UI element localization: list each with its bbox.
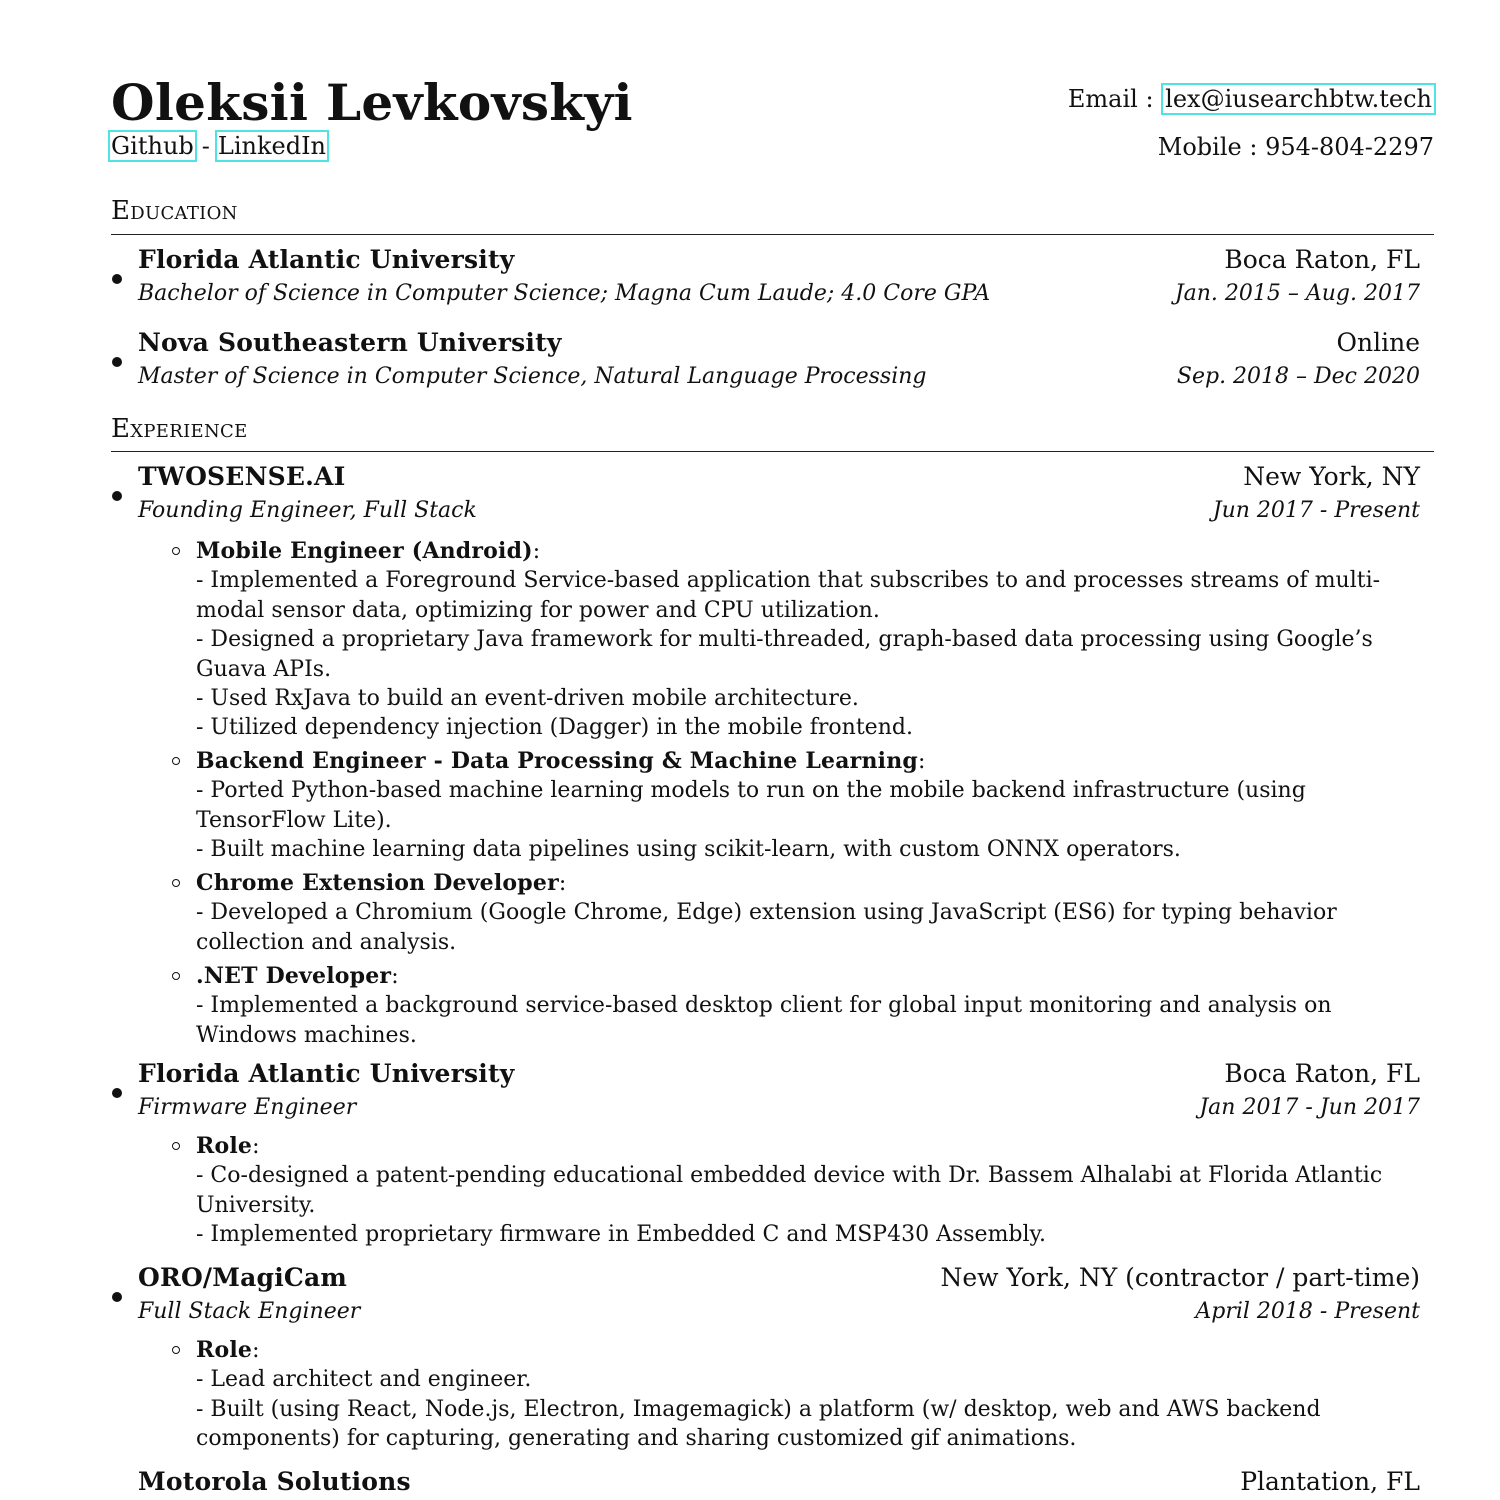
school-location: Boca Raton, FL: [1224, 245, 1420, 274]
role-block: Role: - Co-designed a patent-pending educational embedded device with Dr. Bassem Alhalabi at Florida Atlantic University. - Implemented proprietary firmware in Embedded C and MSP430 Assembly.: [196, 1132, 1436, 1250]
sub-bullet-circle: [172, 547, 180, 555]
role-block: Role: - Lead architect and engineer. - Built (using React, Node.js, Electron, Imagemagick) a platform (w/ desktop, web and AWS backend components) for capturing, generating and sharing customized gif animations.: [196, 1336, 1436, 1454]
job-entry: [138, 1059, 1420, 1129]
role-block: .NET Developer: - Implemented a background service-based desktop client for global input monitoring and analysis on Windows machines.: [196, 962, 1436, 1050]
role-bullet: - Used RxJava to build an event-driven mobile architecture.: [196, 686, 859, 712]
job-entry: [138, 1467, 1420, 1500]
role-bullet: - Ported Python-based machine learning models to run on the mobile backend infrastructure (using TensorFlow Lite).: [196, 778, 1306, 833]
contact-mobile: [1158, 132, 1434, 162]
job-dates: April 2018 - Present: [1195, 1299, 1420, 1324]
role-title: Role: [196, 1133, 253, 1159]
role-title: Role: [196, 1337, 253, 1363]
role-block: Chrome Extension Developer: - Developed a Chromium (Google Chrome, Edge) extension using JavaScript (ES6) for typing behavior collection and analysis.: [196, 869, 1436, 957]
job-entry: [138, 462, 1420, 532]
education-divider: [111, 234, 1434, 235]
role-title: Chrome Extension Developer: [196, 870, 559, 896]
degree: Master of Science in Computer Science, Natural Language Processing: [138, 364, 927, 389]
job-title: Firmware Engineer: [138, 1095, 357, 1120]
email-link[interactable]: lex@iusearchbtw.tech: [1161, 83, 1436, 115]
profile-links: [108, 131, 329, 161]
bullet-dot: [112, 357, 122, 367]
bullet-dot: [112, 491, 122, 501]
education-entry: [138, 245, 1420, 315]
experience-divider: [111, 451, 1434, 452]
bullet-dot: [112, 1088, 122, 1098]
github-link[interactable]: Github: [108, 130, 197, 162]
email-label: Email :: [1067, 85, 1154, 113]
school-location: Online: [1336, 328, 1420, 357]
job-location: Plantation, FL: [1240, 1467, 1420, 1496]
education-heading: Education: [111, 196, 238, 226]
company-name: TWOSENSE.AI: [138, 462, 346, 491]
contact-email: [1068, 84, 1436, 114]
sub-bullet-circle: [172, 1346, 180, 1354]
job-location: New York, NY: [1243, 462, 1420, 491]
job-location: New York, NY (contractor / part-time): [940, 1263, 1420, 1292]
role-bullet: - Implemented a background service-based desktop client for global input monitoring and analysis on Windows machines.: [196, 993, 1332, 1048]
job-dates: Jan 2017 - Jun 2017: [1199, 1095, 1420, 1120]
role-bullet: - Utilized dependency injection (Dagger) in the mobile frontend.: [196, 715, 913, 741]
role-title: .NET Developer: [196, 963, 392, 989]
role-block: Mobile Engineer (Android): - Implemented a Foreground Service-based application that subscribes to and processes streams of multi-modal sensor data, optimizing for power and CPU utilization. - Designed a proprietary Java framework for multi-threaded, graph-based data processing using Google’s Guava APIs. - Used RxJava to build an event-driven mobile architecture. - Utilized dependency injection (Dagger) in the mobile frontend.: [196, 537, 1436, 743]
linkedin-link[interactable]: LinkedIn: [215, 130, 329, 162]
sub-bullet-circle: [172, 879, 180, 887]
candidate-name: Oleksii Levkovskyi: [111, 73, 633, 132]
role-bullet: - Implemented proprietary firmware in Embedded C and MSP430 Assembly.: [196, 1222, 1047, 1248]
role-bullet: - Developed a Chromium (Google Chrome, Edge) extension using JavaScript (ES6) for typing behavior collection and analysis.: [196, 900, 1337, 955]
bullet-dot: [112, 1292, 122, 1302]
bullet-dot: [112, 274, 122, 284]
role-title: Backend Engineer - Data Processing & Machine Learning: [196, 748, 919, 774]
school-name: Florida Atlantic University: [138, 245, 515, 274]
sub-bullet-circle: [172, 1142, 180, 1150]
job-title: Full Stack Engineer: [138, 1299, 361, 1324]
role-bullet: - Lead architect and engineer.: [196, 1367, 532, 1393]
education-dates: Jan. 2015 – Aug. 2017: [1174, 281, 1420, 306]
experience-heading: Experience: [111, 414, 248, 444]
link-separator: -: [201, 132, 210, 160]
role-title: Mobile Engineer (Android): [196, 538, 533, 564]
mobile-number: 954-804-2297: [1265, 133, 1434, 161]
company-name: Florida Atlantic University: [138, 1059, 515, 1088]
company-name: ORO/MagiCam: [138, 1263, 348, 1292]
degree: Bachelor of Science in Computer Science; Magna Cum Laude; 4.0 Core GPA: [138, 281, 991, 306]
role-block: Backend Engineer - Data Processing & Machine Learning: - Ported Python-based machine learning models to run on the mobile backend infrastructure (using TensorFlow Lite). - Built machine learning data pipelines using scikit-learn, with custom ONNX operators.: [196, 747, 1436, 865]
sub-bullet-circle: [172, 972, 180, 980]
role-bullet: - Built machine learning data pipelines using scikit-learn, with custom ONNX operators.: [196, 837, 1181, 863]
role-bullet: - Co-designed a patent-pending educational embedded device with Dr. Bassem Alhalabi at Florida Atlantic University.: [196, 1163, 1383, 1218]
education-dates: Sep. 2018 – Dec 2020: [1176, 364, 1420, 389]
sub-bullet-circle: [172, 757, 180, 765]
role-bullet: - Built (using React, Node.js, Electron, Imagemagick) a platform (w/ desktop, web and AWS backend components) for capturing, generating and sharing customized gif animations.: [196, 1396, 1321, 1452]
role-bullet: - Designed a proprietary Java framework for multi-threaded, graph-based data processing using Google’s Guava APIs.: [196, 627, 1373, 682]
education-entry: [138, 328, 1420, 398]
job-dates: Jun 2017 - Present: [1212, 498, 1420, 523]
school-name: Nova Southeastern University: [138, 328, 562, 357]
job-entry: [138, 1263, 1420, 1333]
role-bullet: - Implemented a Foreground Service-based application that subscribes to and processes streams of multi-modal sensor data, optimizing for power and CPU utilization.: [196, 568, 1381, 623]
job-title: Founding Engineer, Full Stack: [138, 498, 477, 523]
company-name: Motorola Solutions: [138, 1467, 411, 1496]
mobile-label: Mobile :: [1157, 133, 1258, 161]
job-location: Boca Raton, FL: [1224, 1059, 1420, 1088]
